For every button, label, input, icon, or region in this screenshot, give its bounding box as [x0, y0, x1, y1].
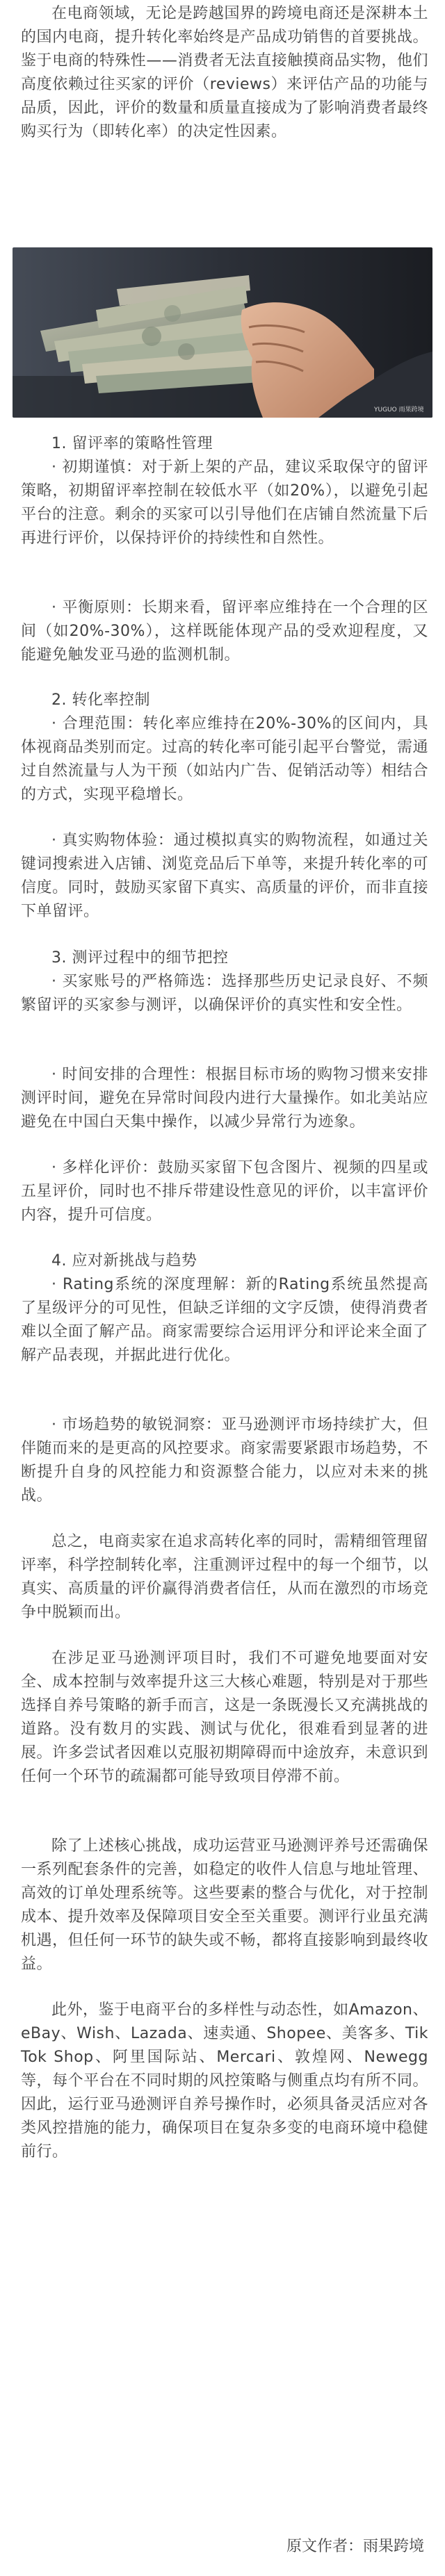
section-1-heading: 1. 留评率的策略性管理 — [51, 435, 213, 452]
section-3-bullet-2: · 时间安排的合理性：根据目标市场的购物习惯来安排测评时间，避免在异常时间段内进行大量操作。如北美站应避免在中国白天集中操作，以减少异常行为迹象。 — [21, 1066, 428, 1131]
section-2-bullet-1: · 合理范围：转化率应维持在20%-30%的区间内，具体视商品类别而定。过高的转化率可能引起平台警觉，需通过自然流量与人为干预（如站内广告、促销活动等）相结合的方式，实现平稳增长。 — [21, 715, 428, 803]
section-1-bullet-1: · 初期谨慎：对于新上架的产品，建议采取保守的留评策略，初期留评率控制在较低水平（如20%），以避免引起平台的注意。剩余的买家可以引导他们在店铺自然流量下后再进行评价，以保持评价的持续性和自然性。 — [21, 459, 428, 547]
conclusion-paragraph-4: 此外，鉴于电商平台的多样性与动态性，如Amazon、eBay、Wish、Lazada、速卖通、Shopee、美客多、Tik Tok Shop、阿里国际站、Mercari、敦煌网、Newegg等，每个平台在不同时期的风控策略与侧重点均有所不同。因此，运行亚马逊测评自养号操作时，必须具备灵活应对各类风控措施的能力，确保项目在复杂多变的电商环境中稳健前行。 — [21, 2001, 428, 2160]
conclusion-paragraph-1: 总之，电商卖家在追求高转化率的同时，需精细管理留评率，科学控制转化率，注重测评过程中的每一个细节，以真实、高质量的评价赢得消费者信任，从而在激烈的市场竞争中脱颖而出。 — [21, 1533, 428, 1621]
section-2-heading: 2. 转化率控制 — [51, 691, 150, 709]
section-1-bullet-2: · 平衡原则：长期来看，留评率应维持在一个合理的区间（如20%-30%），这样既能体现产品的受欢迎程度，又能避免触发亚马逊的监测机制。 — [21, 599, 428, 664]
section-2-bullet-2: · 真实购物体验：通过模拟真实的购物流程，如通过关键词搜索进入店铺、浏览竞品后下单等，来提升转化率的可信度。同时，鼓励买家留下真实、高质量的评价，而非直接下单留评。 — [21, 832, 428, 920]
conclusion-paragraph-2: 在涉足亚马逊测评项目时，我们不可避免地要面对安全、成本控制与效率提升这三大核心难题，特别是对于那些选择自养号策略的新手而言，这是一条既漫长又充满挑战的道路。没有数月的实践、测试与优化，很难看到显著的进展。许多尝试者因难以克服初期障碍而中途放弃，未意识到任何一个环节的疏漏都可能导致项目停滞不前。 — [21, 1650, 428, 1785]
article-photo — [13, 247, 432, 418]
conclusion-paragraph-3: 除了上述核心挑战，成功运营亚马逊测评养号还需确保一系列配套条件的完善，如稳定的收件人信息与地址管理、高效的订单处理系统等。这些要素的整合与优化，对于控制成本、提升效率及保障项目安全至关重要。测评行业虽充满机遇，但任何一环节的缺失或不畅，都将直接影响到最终收益。 — [21, 1837, 428, 1973]
section-4-bullet-1: · Rating系统的深度理解：新的Rating系统虽然提高了星级评分的可见性，但缺乏详细的文字反馈，使得消费者难以全面了解产品。商家需要综合运用评分和评论来全面了解产品表现，并据此进行优化。 — [21, 1276, 428, 1364]
section-3-bullet-1: · 买家账号的严格筛选：选择那些历史记录良好、不频繁留评的买家参与测评，以确保评价的真实性和安全性。 — [21, 973, 428, 1014]
section-3-bullet-3: · 多样化评价：鼓励买家留下包含图片、视频的四星或五星评价，同时也不排斥带建设性意见的评价，以丰富评价内容，提升可信度。 — [21, 1159, 428, 1224]
image-watermark: YUGUO 雨果跨境 — [374, 407, 424, 413]
money-in-hand-image — [13, 247, 432, 418]
section-4-bullet-2: · 市场趋势的敏锐洞察：亚马逊测评市场持续扩大，但伴随而来的是更高的风控要求。商家需要紧跟市场趋势，不断提升自身的风控能力和资源整合能力，以应对未来的挑战。 — [21, 1416, 428, 1504]
author-credit: 原文作者：雨果跨境 — [286, 2538, 424, 2555]
intro-paragraph: 在电商领域，无论是跨越国界的跨境电商还是深耕本土的国内电商，提升转化率始终是产品成功销售的首要挑战。鉴于电商的特殊性——消费者无法直接触摸商品实物，他们高度依赖过往买家的评价（reviews）来评估产品的功能与品质，因此，评价的数量和质量直接成为了影响消费者最终购买行为（即转化率）的决定性因素。 — [21, 5, 428, 140]
section-3-heading: 3. 测评过程中的细节把控 — [51, 949, 229, 967]
section-4-heading: 4. 应对新挑战与趋势 — [51, 1252, 197, 1270]
